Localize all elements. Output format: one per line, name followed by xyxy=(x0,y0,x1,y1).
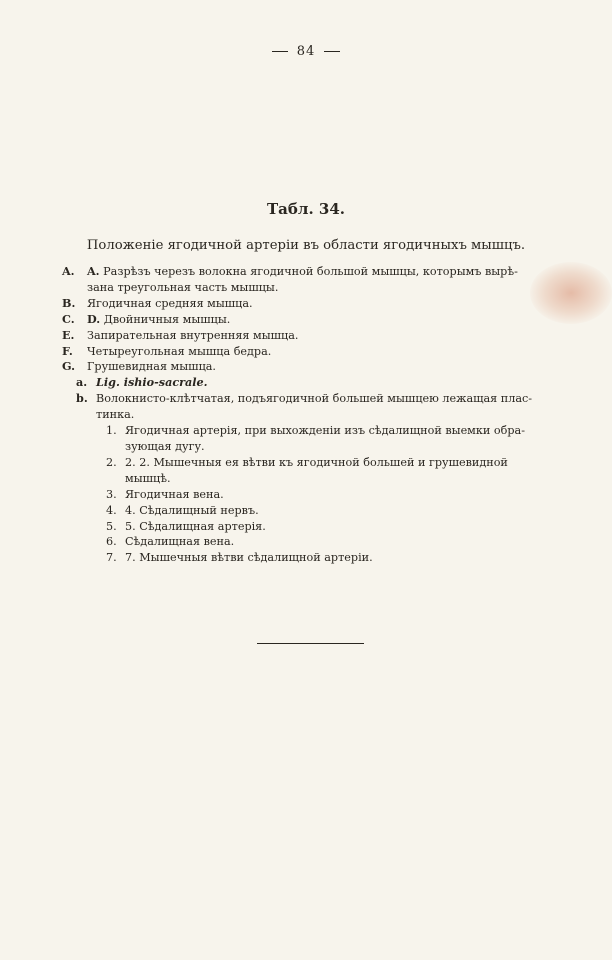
legend-text: Волокнисто-клѣтчатая, подъягодичной большей мышцею лежащая плас- xyxy=(96,392,533,406)
legend-key: a. xyxy=(76,375,88,390)
legend-item-a-continuation xyxy=(87,280,562,296)
legend-item-b xyxy=(62,296,562,312)
legend-key: B. xyxy=(62,295,76,310)
legend-key: E. xyxy=(62,327,75,342)
legend-key: 5. xyxy=(106,519,117,533)
left-dash xyxy=(272,51,288,52)
legend-text: Lig. ishio-sacrale. xyxy=(96,375,208,390)
legend-text: Разрѣзъ черезъ волокна ягодичной большой мышцы, которымъ вырѣ- xyxy=(103,265,518,278)
legend-text: Четыреугольная мышца бедра. xyxy=(87,344,272,358)
legend-item-g xyxy=(62,359,562,375)
legend-item-e xyxy=(62,328,562,344)
legend-item-1 xyxy=(106,423,562,439)
legend-item-6 xyxy=(106,534,562,550)
legend-item-7 xyxy=(106,550,562,566)
legend-item-4 xyxy=(106,503,562,519)
legend-item-5 xyxy=(106,519,562,535)
legend-item-lower-a xyxy=(76,375,562,391)
legend-text: 5. Сѣдалищная артерiя. xyxy=(125,519,266,533)
legend-text: тинка. xyxy=(96,408,135,422)
legend-key: 3. xyxy=(106,487,117,501)
legend-item-c xyxy=(62,312,562,328)
legend-item-2-continuation xyxy=(125,471,562,487)
legend-text: Грушевидная мышца. xyxy=(87,360,216,374)
table-subtitle: Положенiе ягодичной артерiи въ области ягодичныхъ мышцъ. xyxy=(86,238,526,253)
legend-key: 6. xyxy=(106,535,117,549)
legend-text: Ягодичная артерiя, при выхожденiи изъ сѣдалищной выемки обра- xyxy=(125,424,525,438)
legend-item-f xyxy=(62,344,562,360)
legend-text: Двойничныя мышцы. xyxy=(103,312,231,326)
legend-text: 7. Мышечныя вѣтви сѣдалищной артерiи. xyxy=(125,551,373,565)
legend-item-a xyxy=(62,264,562,280)
legend-key: 2. xyxy=(106,455,117,469)
legend-key: 1. xyxy=(106,424,117,438)
legend-item-3 xyxy=(106,487,562,503)
legend-key: b. xyxy=(76,391,88,406)
legend-key: 7. xyxy=(106,551,117,565)
table-title-number: 34. xyxy=(318,200,346,218)
legend-item-2 xyxy=(106,455,562,471)
legend-text: зана треугольная часть мышцы. xyxy=(87,280,279,294)
legend-text: Ягодичная средняя мышца. xyxy=(87,296,253,310)
legend-text: Запирательная внутренняя мышца. xyxy=(87,328,299,342)
table-title-prefix: Табл. xyxy=(266,200,314,218)
legend-item-lower-b-continuation xyxy=(96,407,562,423)
legend-text: мышцѣ. xyxy=(125,471,171,485)
legend-text: 4. Сѣдалищный нервъ. xyxy=(125,503,259,517)
page-number xyxy=(0,44,612,59)
legend-text: 2. 2. Мышечныя ея вѣтви къ ягодичной большей и грушевидной xyxy=(125,455,508,469)
legend-item-lower-b xyxy=(76,391,562,407)
legend-key: 4. xyxy=(106,503,117,517)
legend-list xyxy=(62,264,562,566)
right-dash xyxy=(324,51,340,52)
table-title xyxy=(0,200,612,218)
legend-text: зующая дугу. xyxy=(125,439,205,453)
legend-key: G. xyxy=(62,359,76,374)
legend-ref: D. xyxy=(87,311,101,326)
closing-rule xyxy=(257,643,364,644)
legend-key: F. xyxy=(62,343,73,358)
legend-ref: A. xyxy=(87,264,100,278)
legend-item-1-continuation xyxy=(125,439,562,455)
page-number-value: 84 xyxy=(296,44,316,59)
legend-key: C. xyxy=(62,311,75,326)
legend-text: Сѣдалищная вена. xyxy=(125,535,235,549)
legend-key: A. xyxy=(62,264,75,278)
legend-text: Ягодичная вена. xyxy=(125,487,224,501)
